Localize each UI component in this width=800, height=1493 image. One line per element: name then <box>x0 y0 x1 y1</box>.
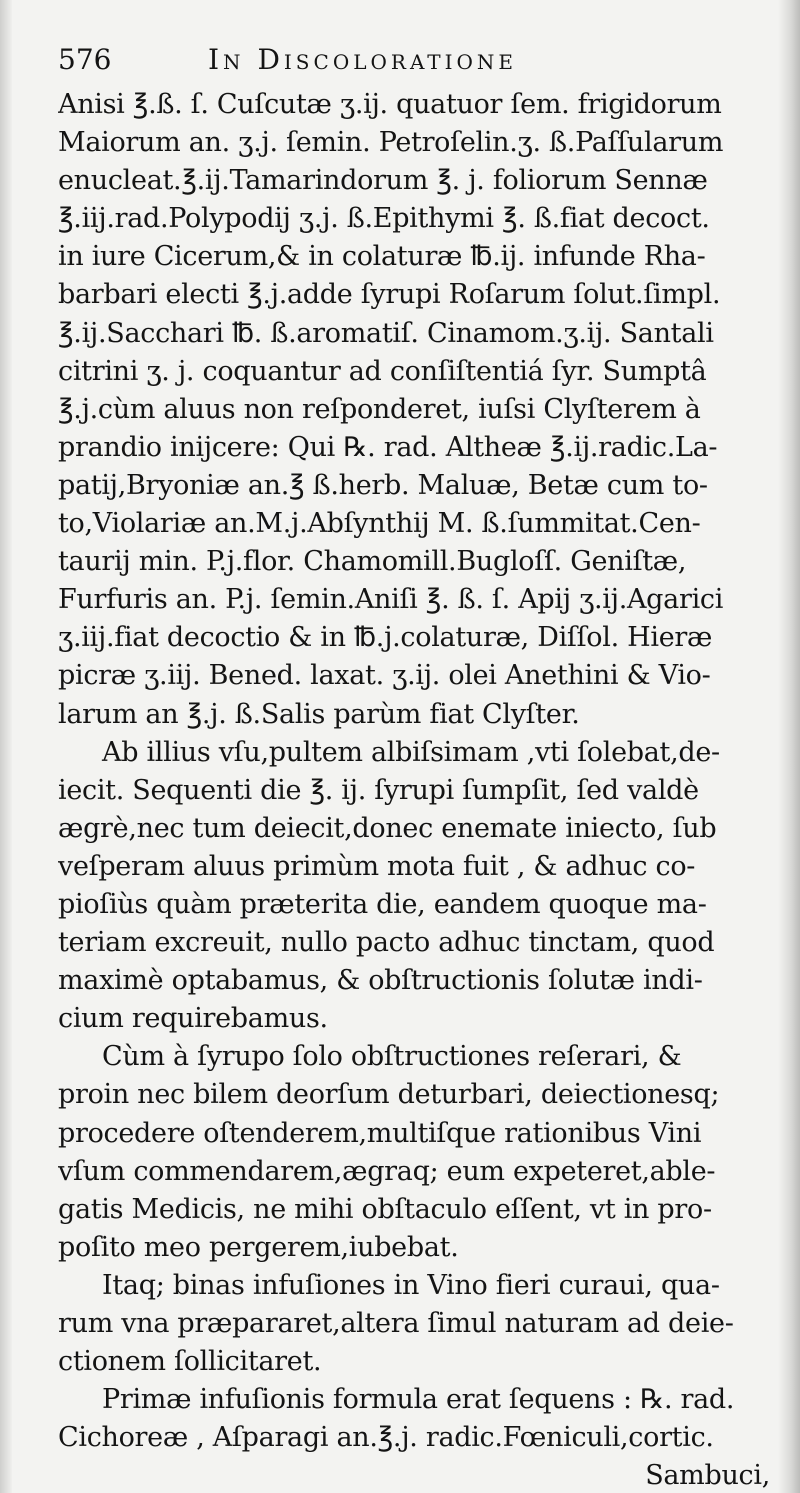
text-line: citrini ʒ. j. coquantur ad conſiſtentiá ſyr. Sumptâ <box>58 355 707 387</box>
text-line: Furfuris an. P.j. ſemin.Aniſi ℥. ß. ſ. Apij ʒ.ij.Agarici <box>58 584 724 616</box>
body-text <box>58 86 770 1493</box>
text-line: in iure Cicerum,& in colaturæ ℔.ij. infunde Rha- <box>58 241 706 273</box>
running-head <box>58 34 770 86</box>
book-page <box>58 34 770 1493</box>
text-line: to,Violariæ an.M.j.Abſynthij M. ß.ſummitat.Cen- <box>58 508 701 540</box>
text-line: rum vna præpararet,altera ſimul naturam ad deie- <box>58 1308 734 1339</box>
page-gutter-shadow <box>0 0 12 1493</box>
text-line: poſito meo pergerem,iubebat. <box>58 1231 459 1263</box>
text-line: Primæ infuſionis formula erat ſequens : ℞. rad. <box>102 1384 735 1416</box>
text-line: prandio inijcere: Qui ℞. rad. Altheæ ℥.ij.radic.La- <box>58 431 718 463</box>
text-line: veſperam aluus primùm mota fuit , & adhuc co- <box>58 850 696 882</box>
text-line: pioſiùs quàm præterita die, eandem quoque ma- <box>58 888 707 920</box>
text-line: larum an ℥.j. ß.Salis parùm fiat Clyſter. <box>58 698 580 730</box>
text-line: picræ ʒ.iij. Bened. laxat. ʒ.ij. olei Anethini & Vio- <box>58 660 711 692</box>
text-line: ægrè,nec tum deiecit,donec enemate iniecto, ſub <box>58 812 717 844</box>
text-line: gatis Medicis, ne mihi obſtaculo eſſent, vt in pro- <box>58 1193 712 1225</box>
running-title: In Discoloratione <box>208 43 518 76</box>
text-line: Cùm à ſyrupo ſolo obſtructiones reſerari, & <box>102 1041 682 1073</box>
text-line: ℥.j.cùm aluus non reſponderet, iuſsi Clyſterem à <box>58 393 701 425</box>
text-line: Maiorum an. ʒ.j. ſemin. Petroſelin.ʒ. ß.Paſſularum <box>58 127 724 159</box>
text-line: Ab illius vſu,pultem albiſsimam ,vti ſolebat,de- <box>102 736 720 768</box>
text-line: Sambuci, <box>645 1460 770 1492</box>
page-edge-shadow <box>778 0 800 1493</box>
text-line: Cichoreæ , Aſparagi an.℥.j. radic.Fœniculi,cortic. <box>58 1422 714 1454</box>
text-line: cium requirebamus. <box>58 1003 328 1035</box>
text-line: ℥.iij.rad.Polypodij ʒ.j. ß.Epithymi ℥. ß.fiat decoct. <box>58 203 710 235</box>
text-line: ctionem ſollicitaret. <box>58 1346 322 1378</box>
page-number: 576 <box>58 43 112 76</box>
text-line: Anisi ℥.ß. ſ. Cuſcutæ ʒ.ij. quatuor ſem. frigidorum <box>58 89 722 120</box>
text-line: teriam excreuit, nullo pacto adhuc tinctam, quod <box>58 927 715 959</box>
text-line: barbari electi ℥.j.adde ſyrupi Roſarum ſolut.ſimpl. <box>58 279 721 311</box>
text-line: patij,Bryoniæ an.℥ ß.herb. Maluæ, Betæ cum to- <box>58 469 708 501</box>
text-line: procedere oſtenderem,multiſque rationibus Vini <box>58 1117 702 1149</box>
text-line: proin nec bilem deorſum deturbari, deiectionesq; <box>58 1079 720 1111</box>
text-line: enucleat.℥.ij.Tamarindorum ℥. j. foliorum Sennæ <box>58 165 708 197</box>
text-line: vſum commendarem,ægraq; eum expeteret,able- <box>58 1155 716 1187</box>
text-line: taurij min. P.j.flor. Chamomill.Bugloſſ. Geniſtæ, <box>58 546 687 578</box>
text-line: ℥.ij.Sacchari ℔. ß.aromatiſ. Cinamom.ʒ.ij. Santali <box>58 317 714 349</box>
text-line: Itaq; binas infuſiones in Vino fieri curaui, qua- <box>102 1269 720 1301</box>
text-line: maximè optabamus, & obſtructionis ſolutæ indi- <box>58 965 703 997</box>
text-line: iecit. Sequenti die ℥. ij. ſyrupi ſumpſit, ſed valdè <box>58 774 699 806</box>
text-line: ʒ.iij.fiat decoctio & in ℔.j.colaturæ, Diſſol. Hieræ <box>58 622 713 654</box>
